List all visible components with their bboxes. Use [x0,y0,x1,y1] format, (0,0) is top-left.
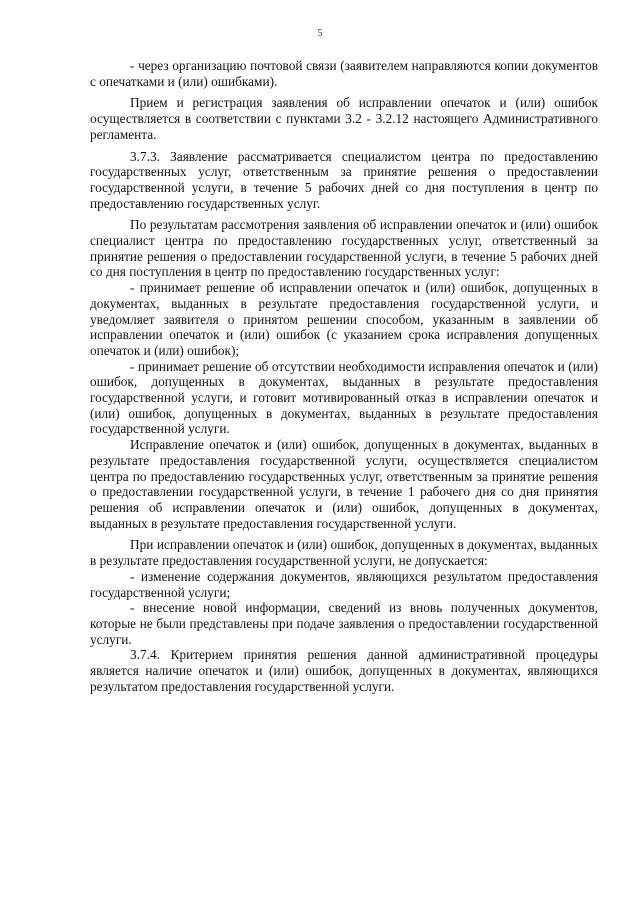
paragraph-decision-refuse: - принимает решение об отсутствии необходимости исправления опечаток и (или) ошибок, допущенных в документах, выданных в результате предоставления государственной услуги, и готовит мотивированный отказ в исправлении опечаток и (или) ошибок, допущенных в документах, выданных в результате предоставления государственной услуги. [90,358,598,437]
paragraph-new-information: - внесение новой информации, сведений из вновь полученных документов, которые не были представлены при подаче заявления о предоставлении государственной услуги. [90,600,598,647]
paragraph-decision-correct: - принимает решение об исправлении опечаток и (или) ошибок, допущенных в документах, выданных в результате предоставления государственной услуги, и уведомляет заявителя о принятом решении способом, указанным в заявлении об исправлении опечаток и (или) ошибок (с указанием срока исправления допущенных опечаток и (или) ошибок); [90,280,598,358]
document-body [90,58,598,694]
paragraph-registration: Прием и регистрация заявления об исправлении опечаток и (или) ошибок осуществляется в соответствии с пунктами 3.2 - 3.2.12 настоящего Административного регламента. [90,95,598,142]
paragraph-3-7-3: 3.7.3. Заявление рассматривается специалистом центра по предоставлению государственных услуг, ответственным за принятие решения о предоставлении государственной услуги, в течение 5 рабочих дней со дня поступления в центр по предоставлению государственных услуг. [90,148,598,211]
paragraph-postal-delivery: - через организацию почтовой связи (заявителем направляются копии документов с опечатками и (или) ошибками). [90,58,598,89]
paragraph-change-content: - изменение содержания документов, являющихся результатом предоставления государственной услуги; [90,568,598,600]
paragraph-review-results: По результатам рассмотрения заявления об исправлении опечаток и (или) ошибок специалист центра по предоставлению государственных услуг, ответственный за принятие решения о предоставлении государственной услуги, в течение 5 рабочих дней со дня поступления в центр по предоставлению государственных услуг: [90,217,598,280]
paragraph-correction-timing: Исправление опечаток и (или) ошибок, допущенных в документах, выданных в результате предоставления государственной услуги, осуществляется специалистом центра по предоставлению государственных услуг, ответственным за принятие решения о предоставлении государственной услуги, в течение 1 рабочего дня со дня принятия решения об исправлении опечаток и (или) ошибок, допущенных в документах, выданных в результате предоставления государственной услуги. [90,437,598,531]
paragraph-not-allowed: При исправлении опечаток и (или) ошибок, допущенных в документах, выданных в результате предоставления государственной услуги, не допускается: [90,537,598,569]
page-number: 5 [317,28,323,39]
paragraph-3-7-4: 3.7.4. Критерием принятия решения данной административной процедуры является наличие опечаток и (или) ошибок, допущенных в документах, являющихся результатом предоставления государственной услуги. [90,647,598,694]
